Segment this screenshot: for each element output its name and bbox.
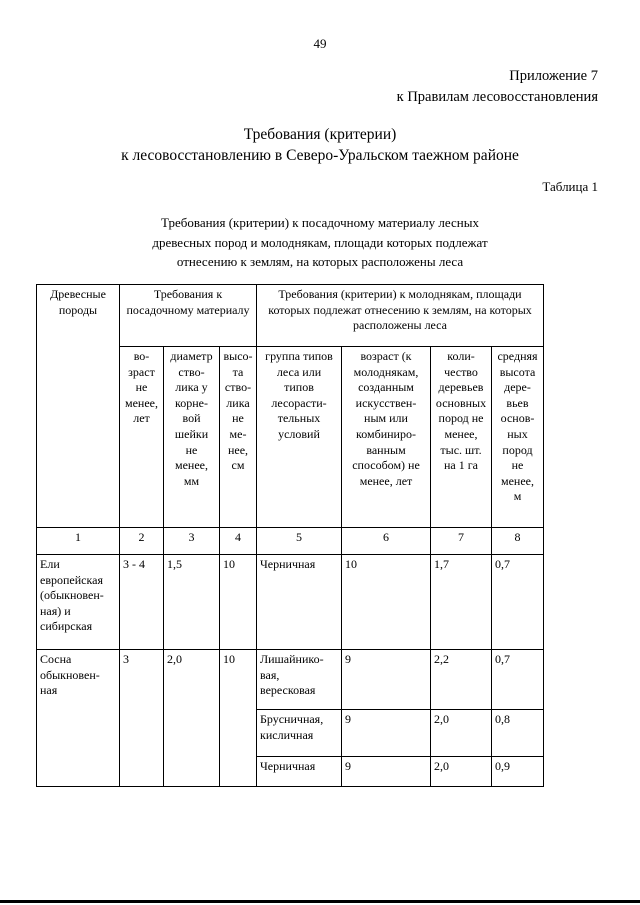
species-cell: Ели европейская (обыкновен- ная) и сибирская (37, 555, 120, 650)
caption-line-2: древесных пород и молоднякам, площади которых подлежат (152, 234, 488, 250)
column-number: 4 (220, 528, 257, 555)
forest-type-cell: Лишайнико- вая, вересковая (257, 650, 342, 710)
column-number: 3 (164, 528, 220, 555)
column-number: 5 (257, 528, 342, 555)
column-number: 8 (492, 528, 544, 555)
column-number: 7 (431, 528, 492, 555)
caption-line-1: Требования (критерии) к посадочному материалу лесных (161, 215, 479, 230)
table-row-spruce (37, 555, 544, 650)
tree-count-cell: 2,0 (431, 757, 492, 787)
forest-type-cell: Брусничная, кисличная (257, 710, 342, 757)
column-number: 1 (37, 528, 120, 555)
species-cell: Сосна обыкновен- ная (37, 650, 120, 787)
header-young-stands (257, 285, 544, 347)
caption-line-3: отнесению к землям, на которых расположены леса (176, 254, 464, 269)
header-young-stands-text: Требования (критерии) к молоднякам, площади которых подлежат отнесению к землям, на которых расположены леса (268, 287, 532, 333)
column-number-row (37, 528, 544, 555)
diameter-cell: 1,5 (164, 555, 220, 650)
column-number: 6 (342, 528, 431, 555)
table-caption (0, 213, 640, 272)
title-line-1: Требования (критерии) (243, 126, 397, 143)
table-row-pine (37, 650, 544, 710)
subheader-avg-height: средняя высота дере- вьев основ- ных пород не менее, м (492, 347, 544, 528)
title-line-2: к лесовосстановлению в Северо-Уральском таежном районе (121, 147, 519, 164)
tree-count-cell: 2,2 (431, 650, 492, 710)
column-number: 2 (120, 528, 164, 555)
subheader-forest-type: группа типов леса или типов лесорасти- тельных условий (257, 347, 342, 528)
tree-count-cell: 1,7 (431, 555, 492, 650)
appendix-line-2: к Правилам лесовосстановления (396, 89, 598, 105)
header-species-text: Древесные породы (50, 287, 106, 317)
age-cell: 3 (120, 650, 164, 787)
appendix-heading (397, 66, 598, 108)
header-planting-material (120, 285, 257, 347)
diameter-cell: 2,0 (164, 650, 220, 787)
table-label: Таблица 1 (542, 179, 598, 194)
subheader-young-age: возраст (к молоднякам, созданным искусствен- ным или комбиниро- ванным способом) не менее, лет (342, 347, 431, 528)
requirements-table (36, 284, 544, 787)
avg-height-cell: 0,9 (492, 757, 544, 787)
avg-height-cell: 0,7 (492, 650, 544, 710)
forest-type-cell: Черничная (257, 757, 342, 787)
subheader-height: высо- та ство- лика не ме- нее, см (220, 347, 257, 528)
page-number: 49 (313, 36, 327, 51)
avg-height-cell: 0,8 (492, 710, 544, 757)
young-age-cell: 10 (342, 555, 431, 650)
avg-height-cell: 0,7 (492, 555, 544, 650)
tree-count-cell: 2,0 (431, 710, 492, 757)
scan-edge (0, 900, 640, 903)
subheader-tree-count: коли- чество деревьев основных пород не менее, тыс. шт. на 1 га (431, 347, 492, 528)
young-age-cell: 9 (342, 710, 431, 757)
young-age-cell: 9 (342, 650, 431, 710)
subheader-age: во- зраст не менее, лет (120, 347, 164, 528)
age-cell: 3 - 4 (120, 555, 164, 650)
forest-type-cell: Черничная (257, 555, 342, 650)
header-planting-material-text: Требования к посадочному материалу (126, 287, 250, 317)
appendix-line-1: Приложение 7 (509, 68, 598, 84)
header-row (37, 285, 544, 347)
young-age-cell: 9 (342, 757, 431, 787)
subheader-diameter: диаметр ство- лика у корне- вой шейки не менее, мм (164, 347, 220, 528)
header-species (37, 285, 120, 528)
document-title (0, 124, 640, 166)
height-cell: 10 (220, 650, 257, 787)
height-cell: 10 (220, 555, 257, 650)
